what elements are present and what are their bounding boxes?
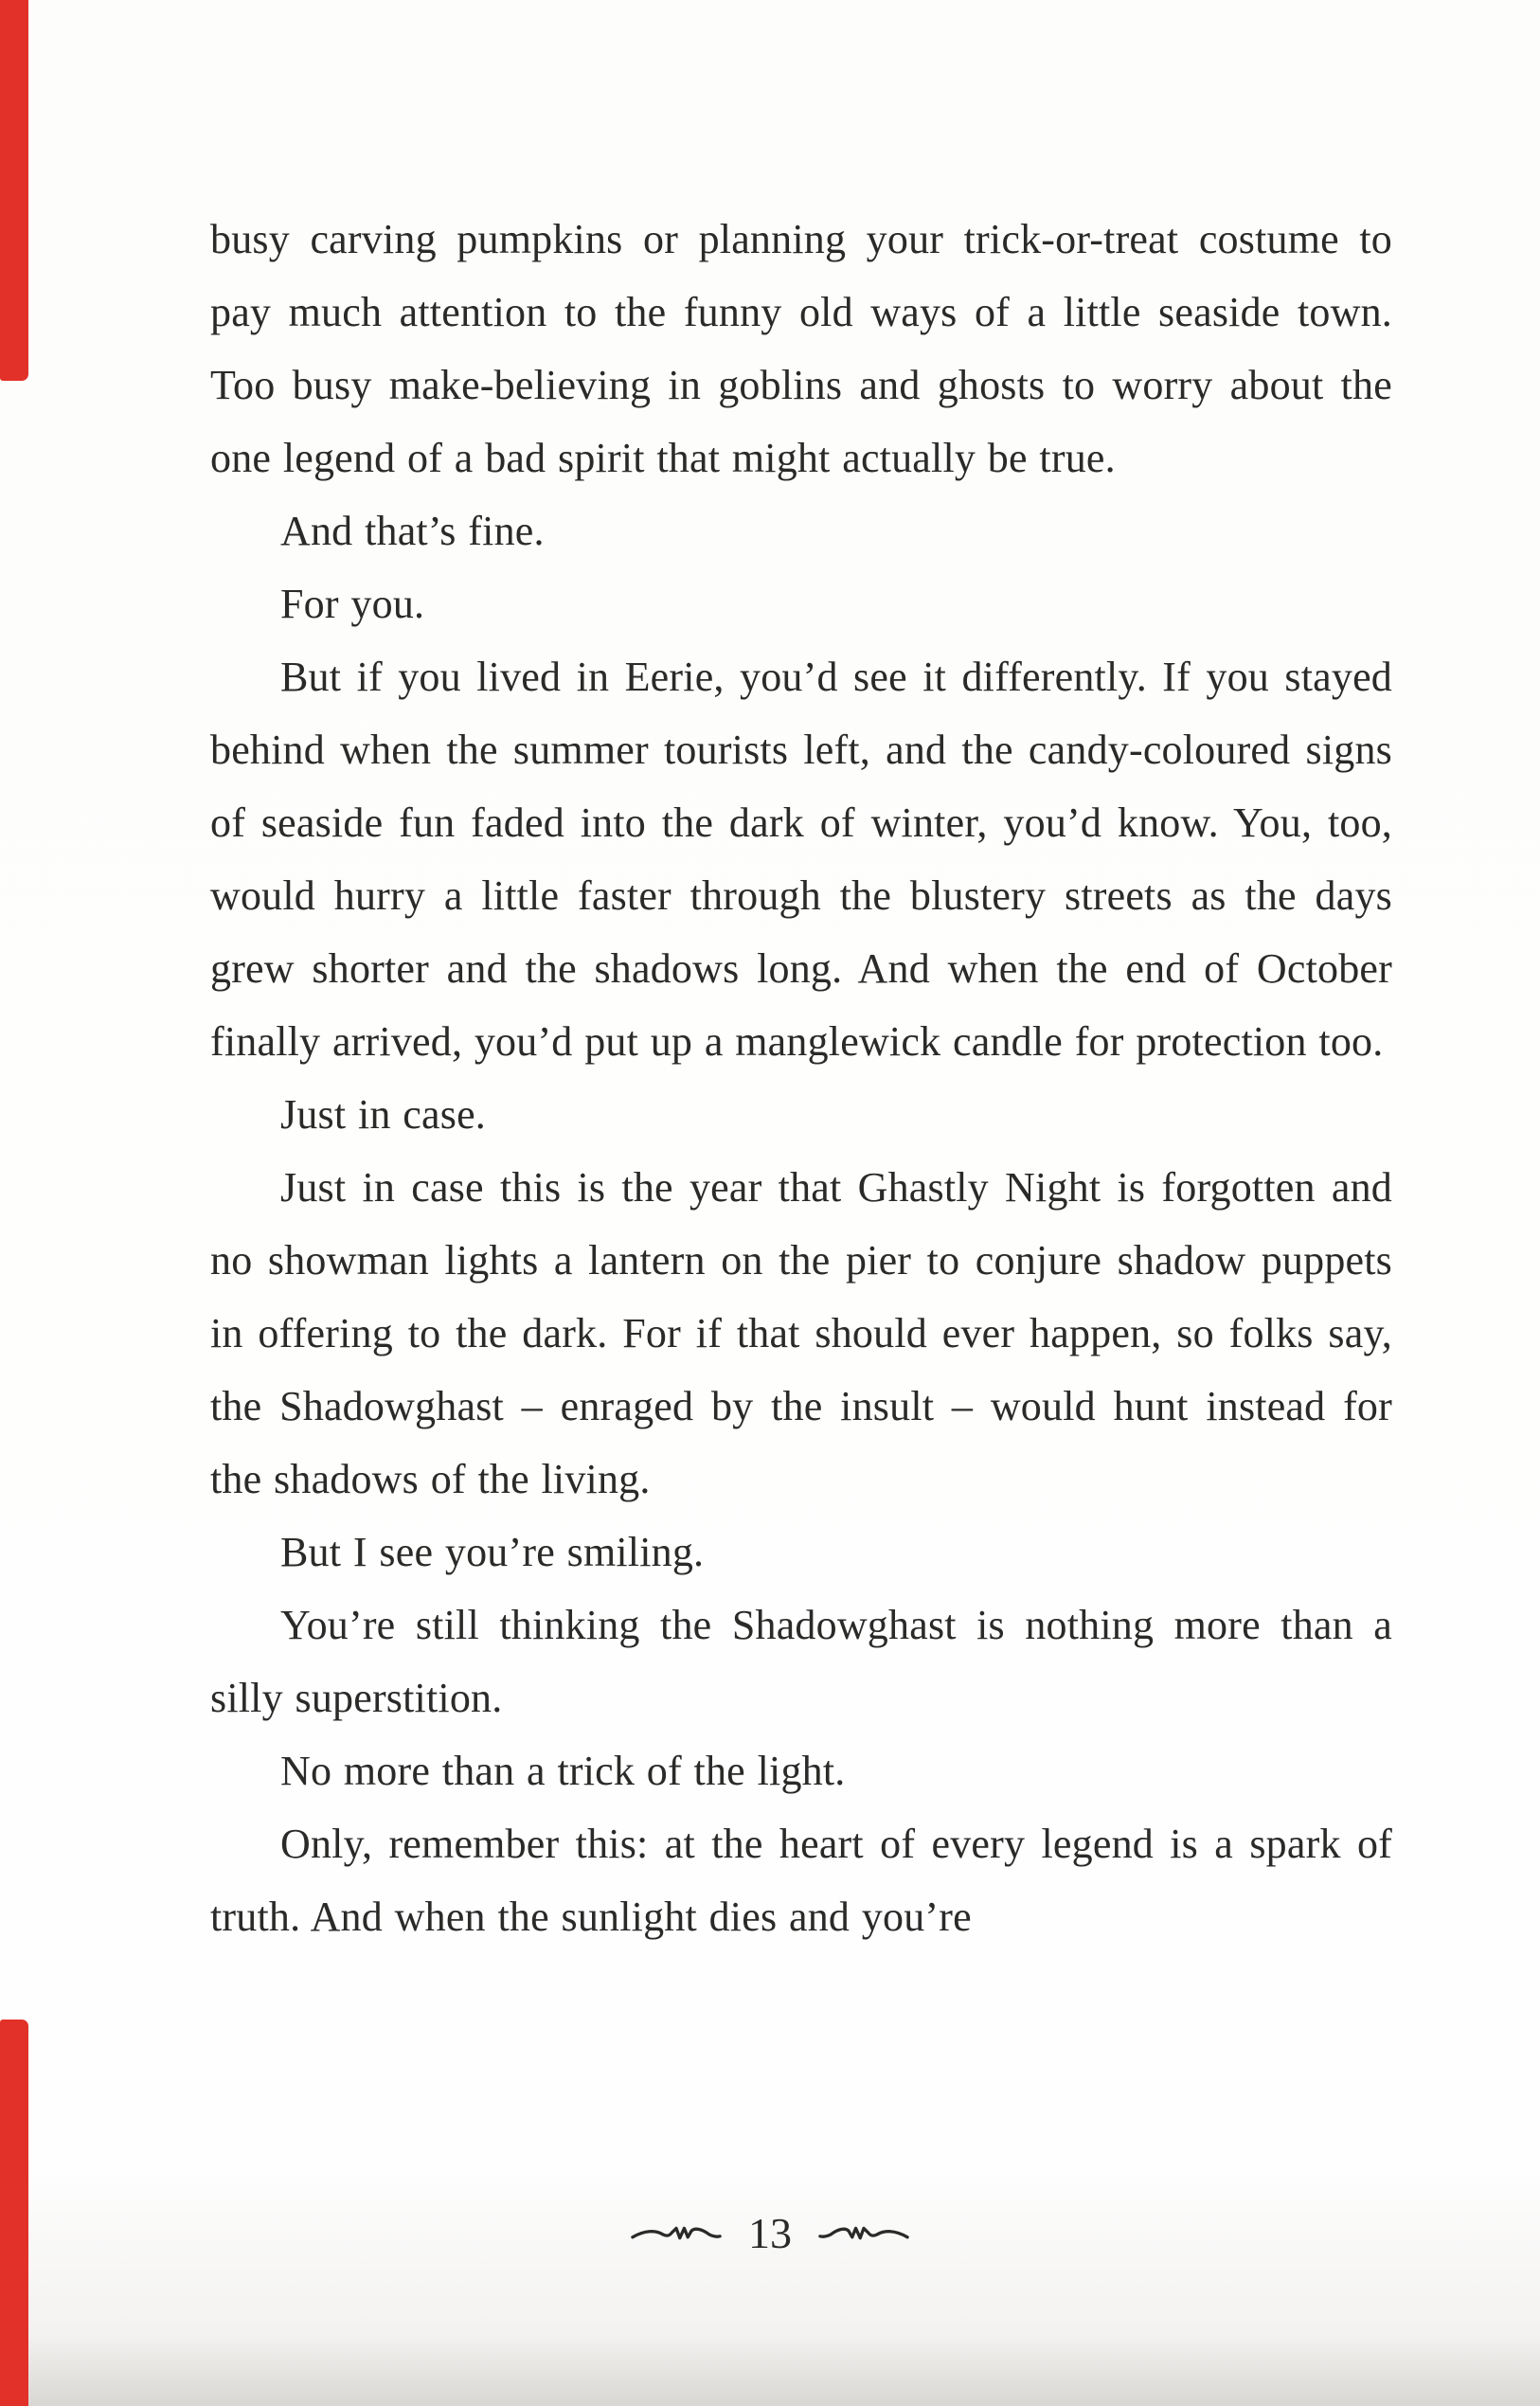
paragraph: And that’s fine. — [280, 508, 545, 554]
paragraph: For you. — [280, 581, 425, 627]
squiggle-flourish-left-icon — [631, 2222, 722, 2245]
page-footer — [0, 2209, 1540, 2257]
paragraph: busy carving pumpkins or planning your trick-or-treat costume to pay much attention to the funny old ways of a little seaside town. Too busy make-believing in goblins and ghosts to worry about the one legend of a bad spirit that might actually be true. — [210, 216, 1392, 481]
paragraph: You’re still thinking the Shadowghast is nothing more than a silly superstition. — [210, 1602, 1392, 1721]
page-text-block — [210, 203, 1392, 1953]
squiggle-flourish-right-icon — [818, 2222, 909, 2245]
paragraph: Just in case this is the year that Ghastly Night is forgotten and no showman lights a lantern on the pier to conjure shadow puppets in offering to the dark. For if that should ever happen, so folks say, the Shadowghast – enraged by the insult – would hunt instead for the shadows of the living. — [210, 1164, 1392, 1502]
paragraph: Only, remember this: at the heart of every legend is a spark of truth. And when the sunlight dies and you’re — [210, 1821, 1392, 1940]
paragraph: Just in case. — [280, 1091, 487, 1138]
red-cover-edge-top — [0, 0, 28, 381]
paragraph: But I see you’re smiling. — [280, 1529, 705, 1575]
paragraph: No more than a trick of the light. — [280, 1748, 846, 1794]
paragraph: But if you lived in Eerie, you’d see it differently. If you stayed behind when the summer tourists left, and the candy-coloured signs of seaside fun faded into the dark of winter, you’d know. You, too, would hurry a little faster through the blustery streets as the days grew shorter and the shadows long. And when the end of October finally arrived, you’d put up a manglewick candle for protection too. — [210, 654, 1392, 1065]
page-number: 13 — [748, 2209, 792, 2257]
